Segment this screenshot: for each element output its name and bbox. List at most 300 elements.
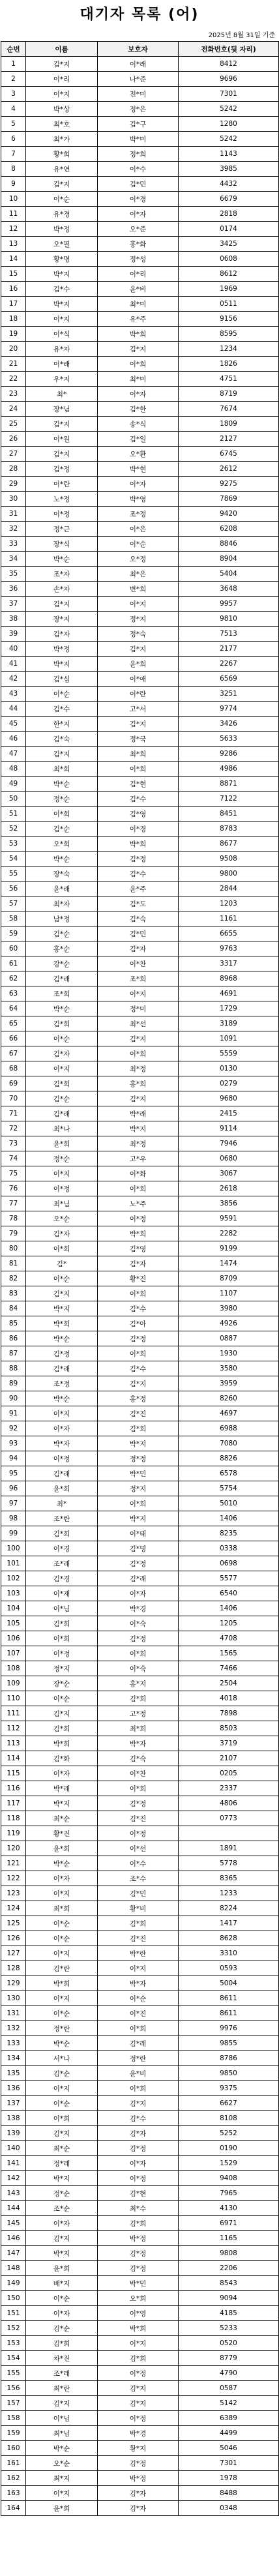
row-name: 박*희	[26, 1976, 98, 1991]
row-name: 김*지	[26, 2231, 98, 2246]
row-guardian: 김*수	[98, 1301, 179, 1316]
row-name: 이*희	[26, 1631, 98, 1646]
row-name: 최*희	[26, 762, 98, 777]
row-name: 이*순	[26, 1271, 98, 1286]
row-number: 68	[1, 1061, 26, 1076]
table-row	[1, 1511, 279, 1526]
row-number: 137	[1, 2096, 26, 2111]
row-name: 남*정	[26, 911, 98, 926]
row-phone: 8224	[179, 1901, 279, 1916]
row-number: 33	[1, 537, 26, 552]
row-number: 16	[1, 282, 26, 297]
row-name: 이*지	[26, 2081, 98, 2096]
row-number: 30	[1, 492, 26, 507]
row-name: 최*	[26, 387, 98, 402]
row-phone: 6679	[179, 192, 279, 207]
row-number: 48	[1, 762, 26, 777]
row-name: 박*순	[26, 851, 98, 866]
row-phone	[179, 1826, 279, 1841]
row-number: 79	[1, 1226, 26, 1241]
row-phone: 5778	[179, 1856, 279, 1871]
table-row	[1, 567, 279, 582]
table-row	[1, 252, 279, 267]
row-guardian: 박*자	[98, 1976, 179, 1991]
row-guardian: 정*지	[98, 1481, 179, 1496]
row-name: 김*지	[26, 57, 98, 72]
page-title: 대기자 목록 (어)	[80, 7, 199, 23]
row-guardian: 김*숙	[98, 911, 179, 926]
row-guardian: 김*영	[98, 807, 179, 822]
row-guardian: 김*정	[98, 2456, 179, 2471]
row-guardian: 최*수	[98, 2201, 179, 2216]
row-number: 73	[1, 1136, 26, 1151]
table-row	[1, 1001, 279, 1016]
table-row	[1, 1421, 279, 1436]
table-row	[1, 792, 279, 807]
row-guardian: 변*희	[98, 582, 179, 597]
table-row	[1, 941, 279, 956]
row-number: 67	[1, 1046, 26, 1061]
row-phone: 6655	[179, 926, 279, 941]
table-row	[1, 627, 279, 642]
row-number: 19	[1, 327, 26, 342]
row-guardian: 이*자	[98, 2156, 179, 2171]
row-guardian: 이*숙	[98, 1616, 179, 1631]
header-phone: 전화번호(뒷 자리)	[179, 42, 279, 57]
row-guardian: 김*지	[98, 1091, 179, 1106]
row-phone: 0608	[179, 252, 279, 267]
table-row	[1, 2366, 279, 2381]
row-name: 장*님	[26, 402, 98, 417]
row-name: 최*순	[26, 2141, 98, 2156]
row-guardian: 박*희	[98, 1226, 179, 1241]
row-guardian: 김*아	[98, 1316, 179, 1331]
table-row	[1, 2471, 279, 2486]
row-guardian: 김*지	[98, 1031, 179, 1046]
row-phone: 1729	[179, 1001, 279, 1016]
row-number: 153	[1, 2336, 26, 2351]
row-number: 82	[1, 1271, 26, 1286]
row-number: 72	[1, 1121, 26, 1136]
row-phone: 8612	[179, 267, 279, 282]
row-guardian: 이*자	[98, 207, 179, 222]
table-row	[1, 372, 279, 387]
row-name: 이*자	[26, 2216, 98, 2231]
table-row	[1, 1076, 279, 1091]
table-row	[1, 2021, 279, 2036]
row-phone: 2282	[179, 1226, 279, 1241]
row-guardian: 박*래	[98, 1106, 179, 1121]
row-guardian: 김*희	[98, 1691, 179, 1706]
row-guardian: 김*구	[98, 117, 179, 132]
row-phone: 4691	[179, 986, 279, 1001]
table-row	[1, 956, 279, 971]
row-phone: 8488	[179, 2486, 279, 2501]
row-phone: 5754	[179, 1481, 279, 1496]
row-number: 97	[1, 1496, 26, 1511]
row-phone: 2415	[179, 1106, 279, 1121]
row-phone: 8365	[179, 1871, 279, 1886]
row-number: 38	[1, 612, 26, 627]
row-number: 70	[1, 1091, 26, 1106]
row-guardian: 김*명	[98, 1541, 179, 1556]
row-phone: 8412	[179, 57, 279, 72]
row-name: 이*순	[26, 192, 98, 207]
row-phone: 0279	[179, 1076, 279, 1091]
table-row	[1, 687, 279, 702]
row-phone: 1406	[179, 1601, 279, 1616]
row-name: 서*나	[26, 2051, 98, 2066]
row-number: 102	[1, 1571, 26, 1586]
row-name: 정*란	[26, 2021, 98, 2036]
table-row	[1, 102, 279, 117]
table-row	[1, 597, 279, 612]
row-guardian: 노*주	[98, 1196, 179, 1211]
row-name: 우*지	[26, 372, 98, 387]
row-name: 박*래	[26, 1781, 98, 1796]
table-row	[1, 237, 279, 252]
table-row	[1, 732, 279, 747]
row-number: 121	[1, 1856, 26, 1871]
row-number: 15	[1, 267, 26, 282]
row-phone: 9591	[179, 1211, 279, 1226]
table-row	[1, 432, 279, 447]
row-number: 96	[1, 1481, 26, 1496]
table-row	[1, 2381, 279, 2396]
row-guardian: 김*정	[98, 1556, 179, 1571]
table-row	[1, 1376, 279, 1391]
row-guardian: 이*찬	[98, 956, 179, 971]
row-name: 박*상	[26, 102, 98, 117]
row-guardian: 최*정	[98, 1061, 179, 1076]
table-row	[1, 327, 279, 342]
row-phone: 7301	[179, 87, 279, 102]
table-row	[1, 1496, 279, 1511]
table-row	[1, 2186, 279, 2201]
row-number: 44	[1, 702, 26, 717]
row-number: 52	[1, 822, 26, 836]
row-name: 김*경	[26, 1571, 98, 1586]
row-phone: 9408	[179, 2171, 279, 2186]
header-name: 이름	[26, 42, 98, 57]
row-guardian: 김*일	[98, 432, 179, 447]
row-number: 147	[1, 2246, 26, 2261]
row-phone: 5633	[179, 732, 279, 747]
table-row	[1, 2036, 279, 2051]
row-number: 80	[1, 1241, 26, 1256]
row-phone: 8451	[179, 807, 279, 822]
table-row	[1, 462, 279, 477]
row-name: 이*원	[26, 432, 98, 447]
row-phone: 0593	[179, 1961, 279, 1976]
row-phone: 9810	[179, 612, 279, 627]
row-number: 113	[1, 1736, 26, 1751]
row-name: 황*명	[26, 252, 98, 267]
row-number: 36	[1, 582, 26, 597]
row-phone: 9375	[179, 2081, 279, 2096]
row-number: 112	[1, 1721, 26, 1736]
row-guardian: 홍*화	[98, 237, 179, 252]
row-name: 김*지	[26, 1706, 98, 1721]
row-name: 황*진	[26, 1826, 98, 1841]
row-guardian: 최*은	[98, 567, 179, 582]
table-row	[1, 147, 279, 162]
row-guardian: 박*정	[98, 2471, 179, 2486]
table-row	[1, 1646, 279, 1661]
row-guardian: 홍*희	[98, 1076, 179, 1091]
table-row	[1, 1316, 279, 1331]
row-number: 4	[1, 102, 26, 117]
row-name: 이*지	[26, 1991, 98, 2006]
table-row	[1, 1706, 279, 1721]
row-number: 156	[1, 2381, 26, 2396]
row-number: 108	[1, 1661, 26, 1676]
row-name: 윤*희	[26, 1481, 98, 1496]
table-row	[1, 1991, 279, 2006]
table-row	[1, 297, 279, 312]
row-number: 60	[1, 941, 26, 956]
row-number: 109	[1, 1676, 26, 1691]
row-number: 94	[1, 1451, 26, 1466]
row-number: 98	[1, 1511, 26, 1526]
table-row	[1, 1136, 279, 1151]
row-guardian: 오*정	[98, 552, 179, 567]
table-row	[1, 1781, 279, 1796]
row-number: 89	[1, 1376, 26, 1391]
row-phone: 8846	[179, 537, 279, 552]
table-row	[1, 1196, 279, 1211]
table-row	[1, 2081, 279, 2096]
row-guardian: 윤*주	[98, 881, 179, 896]
row-name: 최*순	[26, 1811, 98, 1826]
row-number: 141	[1, 2156, 26, 2171]
row-number: 123	[1, 1886, 26, 1901]
table-row	[1, 1016, 279, 1031]
row-phone: 6389	[179, 2411, 279, 2426]
table-row	[1, 72, 279, 87]
row-number: 149	[1, 2276, 26, 2291]
row-phone: 4432	[179, 177, 279, 192]
row-guardian: 김*희	[98, 2351, 179, 2366]
row-guardian: 이*자	[98, 1586, 179, 1601]
table-row	[1, 582, 279, 597]
row-guardian: 김*희	[98, 1421, 179, 1436]
table-row	[1, 2096, 279, 2111]
row-guardian: 정*은	[98, 102, 179, 117]
row-number: 69	[1, 1076, 26, 1091]
row-number: 18	[1, 312, 26, 327]
row-name: 오*순	[26, 1211, 98, 1226]
table-row	[1, 2231, 279, 2246]
row-number: 11	[1, 207, 26, 222]
row-name: 조*정	[26, 1376, 98, 1391]
row-name: 이*식	[26, 327, 98, 342]
table-row	[1, 222, 279, 237]
table-row	[1, 552, 279, 567]
row-guardian: 고*서	[98, 702, 179, 717]
row-name: 이*정	[26, 1451, 98, 1466]
row-phone: 3426	[179, 717, 279, 732]
row-guardian: 황*비	[98, 1901, 179, 1916]
row-phone: 1809	[179, 417, 279, 432]
row-phone: 8968	[179, 971, 279, 986]
row-guardian: 오*희	[98, 2291, 179, 2306]
row-number: 62	[1, 971, 26, 986]
row-name: 김*지	[26, 1286, 98, 1301]
row-number: 7	[1, 147, 26, 162]
row-number: 125	[1, 1916, 26, 1931]
row-name: 이*지	[26, 1061, 98, 1076]
row-name: 장*지	[26, 612, 98, 627]
row-guardian: 박*정	[98, 2231, 179, 2246]
row-guardian: 이*지	[98, 2336, 179, 2351]
table-row	[1, 896, 279, 911]
row-phone: 5233	[179, 2321, 279, 2336]
table-row	[1, 836, 279, 851]
row-number: 53	[1, 836, 26, 851]
row-phone: 1161	[179, 911, 279, 926]
row-phone: 1234	[179, 342, 279, 357]
row-number: 78	[1, 1211, 26, 1226]
row-name: 황*희	[26, 147, 98, 162]
row-phone: 5004	[179, 1976, 279, 1991]
row-number: 22	[1, 372, 26, 387]
header-guardian: 보호자	[98, 42, 179, 57]
row-phone: 6569	[179, 672, 279, 687]
row-name: 장*숙	[26, 866, 98, 881]
row-number: 114	[1, 1751, 26, 1766]
row-name: 김*지	[26, 2126, 98, 2141]
row-phone: 9774	[179, 702, 279, 717]
row-guardian: 박*희	[98, 2321, 179, 2336]
row-number: 118	[1, 1811, 26, 1826]
table-row	[1, 1361, 279, 1376]
table-row	[1, 2246, 279, 2261]
table-row	[1, 1211, 279, 1226]
row-number: 161	[1, 2456, 26, 2471]
table-row	[1, 1556, 279, 1571]
table-row	[1, 1541, 279, 1556]
row-number: 28	[1, 462, 26, 477]
row-name: 박*순	[26, 1331, 98, 1346]
row-guardian: 김*정	[98, 2261, 179, 2276]
row-name: 노*정	[26, 492, 98, 507]
row-number: 138	[1, 2111, 26, 2126]
table-row	[1, 2006, 279, 2021]
row-guardian: 송*식	[98, 417, 179, 432]
table-row	[1, 2501, 279, 2516]
row-name: 최*가	[26, 132, 98, 147]
row-number: 128	[1, 1961, 26, 1976]
row-guardian: 최*미	[98, 297, 179, 312]
row-number: 14	[1, 252, 26, 267]
row-guardian: 이*희	[98, 2081, 179, 2096]
row-number: 164	[1, 2501, 26, 2516]
row-guardian: 김*한	[98, 402, 179, 417]
row-phone: 8677	[179, 836, 279, 851]
row-number: 2	[1, 72, 26, 87]
row-guardian: 정*숙	[98, 627, 179, 642]
row-number: 126	[1, 1931, 26, 1946]
table-row	[1, 1436, 279, 1451]
row-phone: 9696	[179, 72, 279, 87]
row-number: 20	[1, 342, 26, 357]
table-row	[1, 1886, 279, 1901]
table-row	[1, 477, 279, 492]
row-number: 13	[1, 237, 26, 252]
table-row	[1, 1466, 279, 1481]
row-phone: 9094	[179, 2291, 279, 2306]
table-row	[1, 1976, 279, 1991]
row-number: 105	[1, 1616, 26, 1631]
row-number: 152	[1, 2321, 26, 2336]
row-guardian: 이*지	[98, 597, 179, 612]
table-row	[1, 1616, 279, 1631]
row-number: 145	[1, 2216, 26, 2231]
row-name: 박*순	[26, 1001, 98, 1016]
table-row	[1, 1406, 279, 1421]
row-number: 9	[1, 177, 26, 192]
row-phone: 1826	[179, 357, 279, 372]
row-name: 김*순	[26, 926, 98, 941]
row-phone: 2504	[179, 1676, 279, 1691]
row-guardian: 최*희	[98, 1721, 179, 1736]
row-number: 130	[1, 1991, 26, 2006]
table-row	[1, 447, 279, 462]
row-phone: 7946	[179, 1136, 279, 1151]
row-phone: 3317	[179, 956, 279, 971]
row-number: 92	[1, 1421, 26, 1436]
row-number: 110	[1, 1691, 26, 1706]
row-phone: 9114	[179, 1121, 279, 1136]
table-row	[1, 2456, 279, 2471]
row-guardian: 정*지	[98, 612, 179, 627]
row-name: 박*지	[26, 657, 98, 672]
row-number: 10	[1, 192, 26, 207]
row-number: 31	[1, 507, 26, 522]
row-name: 조*희	[26, 986, 98, 1001]
row-phone: 8709	[179, 1271, 279, 1286]
row-guardian: 박*지	[98, 1121, 179, 1136]
row-phone: 4708	[179, 1631, 279, 1646]
row-phone: 3959	[179, 1376, 279, 1391]
table-row	[1, 1391, 279, 1406]
row-guardian: 정*성	[98, 252, 179, 267]
row-guardian: 김*진	[98, 1406, 179, 1421]
row-number: 139	[1, 2126, 26, 2141]
row-phone: 5142	[179, 2396, 279, 2411]
table-row	[1, 1931, 279, 1946]
row-phone: 2267	[179, 657, 279, 672]
row-phone: 7301	[179, 2456, 279, 2471]
row-number: 21	[1, 357, 26, 372]
row-guardian: 홍*지	[98, 1676, 179, 1691]
table-row	[1, 417, 279, 432]
row-phone: 3067	[179, 1166, 279, 1181]
row-guardian: 이*애	[98, 672, 179, 687]
row-name: 박*자	[26, 1436, 98, 1451]
row-phone: 9855	[179, 2036, 279, 2051]
row-phone: 3985	[179, 162, 279, 177]
row-number: 37	[1, 597, 26, 612]
row-guardian: 최*미	[98, 372, 179, 387]
row-guardian: 정*미	[98, 1001, 179, 1016]
row-number: 122	[1, 1871, 26, 1886]
row-guardian: 정*국	[98, 732, 179, 747]
row-name: 박*희	[26, 1736, 98, 1751]
row-phone: 3189	[179, 1016, 279, 1031]
table-row	[1, 1046, 279, 1061]
